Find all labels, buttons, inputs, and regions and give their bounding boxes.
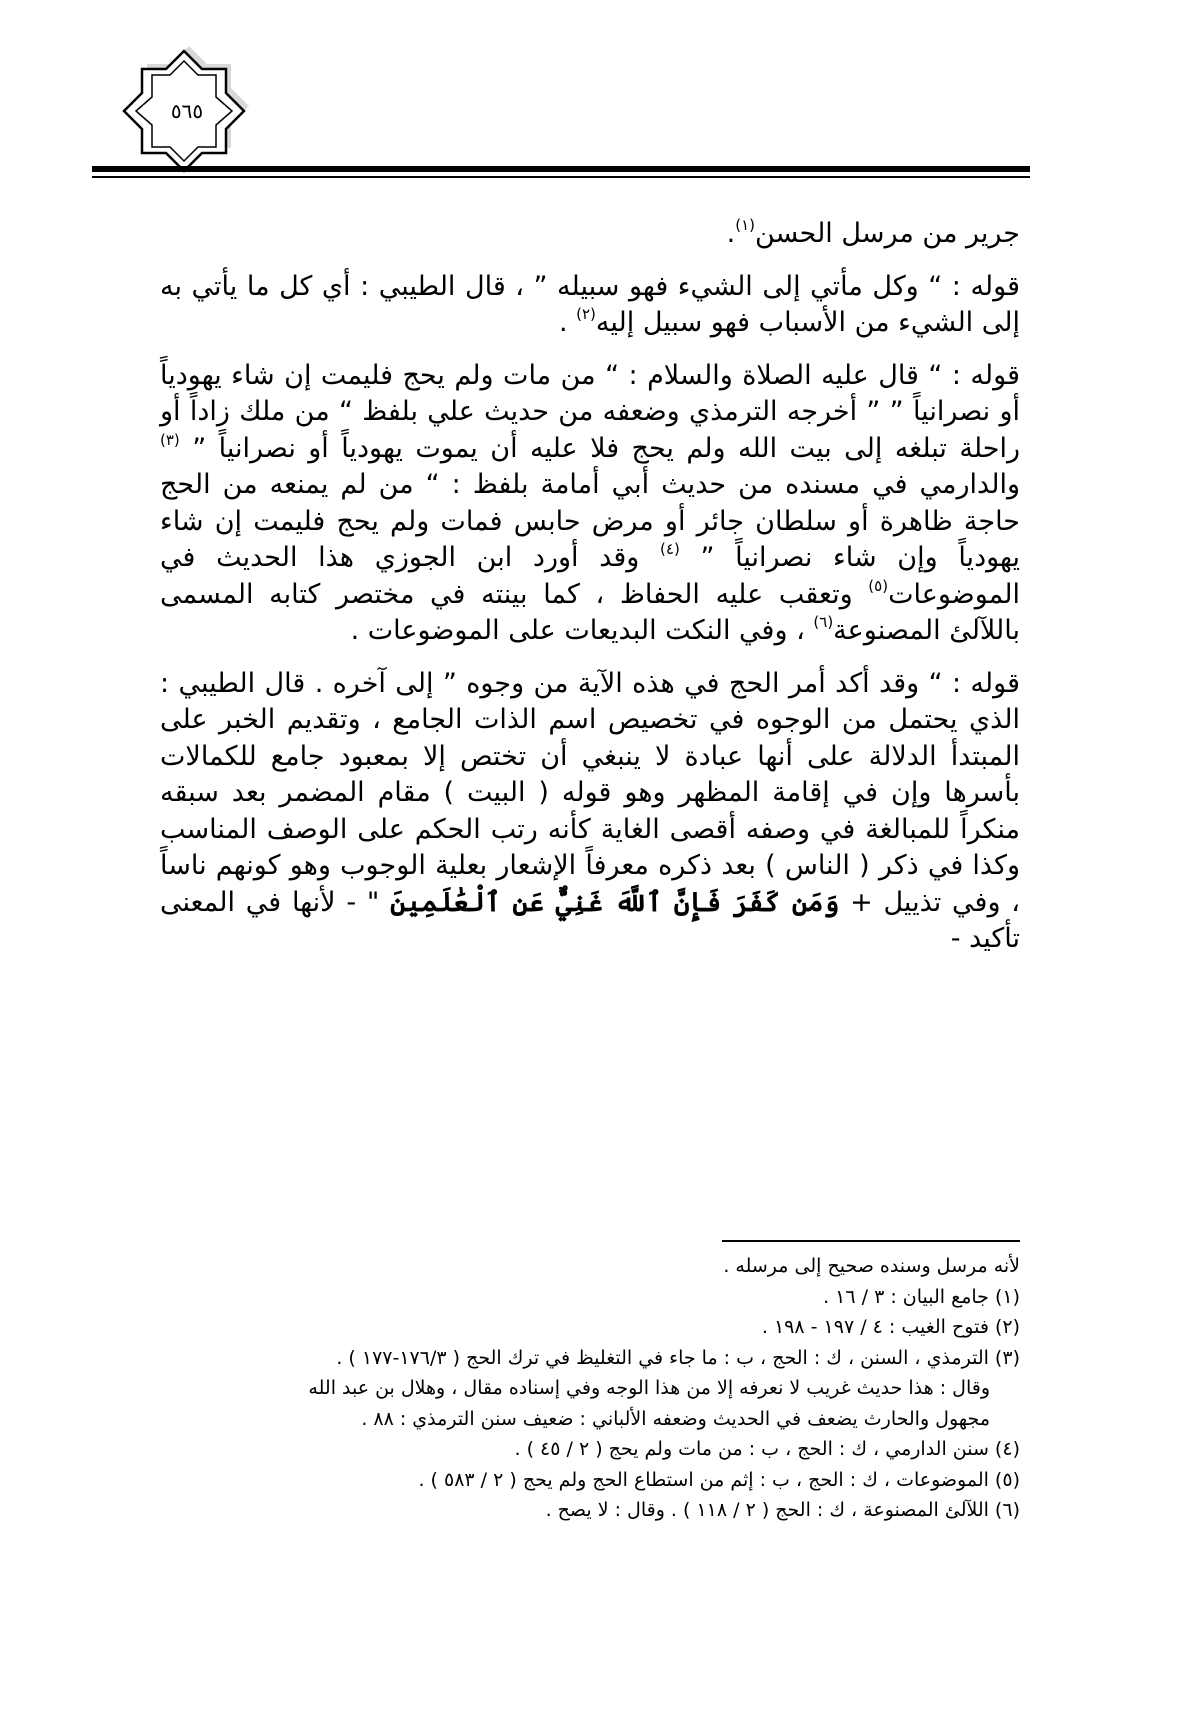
footnote-6: (٦) اللآلئ المصنوعة ، ك : الحج ( ٢ / ١١٨ ) . وقال : لا يصح . (545, 1499, 1020, 1521)
footnote-ref-2: (٢) (576, 305, 596, 323)
footnotes (160, 1251, 1020, 1526)
footnote-1: (١) جامع البيان : ٣ / ١٦ . (823, 1285, 1020, 1308)
paragraph-4 (160, 666, 1020, 958)
page-number-badge (118, 45, 250, 177)
text-run: . (726, 218, 736, 249)
quran-verse: وَمَن كَفَرَ فَإِنَّ ٱللَّهَ غَنِيٌّ عَنِ ٱلْعَٰلَمِينَ (390, 886, 840, 918)
footnote-3-continued: مجهول والحارث يضعف في الحديث وضعفه الألباني : ضعيف سنن الترمذي : ٨٨ . (361, 1407, 990, 1430)
header-rule-thick (92, 166, 1030, 172)
footnote-5: (٥) الموضوعات ، ك : الحج ، ب : إثم من استطاع الحج ولم يحج ( ٢ / ٥٨٣ ) . (418, 1468, 1020, 1491)
header-rule-thin (92, 176, 1030, 178)
text-run: قوله : “ وقد أكد أمر الحج في هذه الآية من وجوه ” إلى آخره . قال الطيبي : الذي يحتمل من الوجوه في تخصيص اسم الذات الجامع ، وتقديم الخبر على المبتدأ الدلالة على أنها عبادة لا ينبغي أن تختص إلا بمعبود جامع للكمالات بأسرها وإن في إقامة المظهر وهو قوله ( البيت ) مقام المضمر بعد سبقه منكراً للمبالغة في وصفه أقصى الغاية كأنه رتب الحكم على الوصف المناسب وكذا في ذكر ( الناس ) بعد ذكره معرفاً الإشعار بعلية الوجوب وهو كونهم ناساً ، وفي تذييل + (160, 667, 1020, 918)
footnote-ref-5: (٥) (868, 576, 889, 595)
footnote-3-continued: وقال : هذا حديث غريب لا نعرفه إلا من هذا الوجه وفي إسناده مقال ، وهلال بن عبد الله (308, 1377, 990, 1399)
text-run: قوله : “ وكل مأتي إلى الشيء فهو سبيله ” ، قال الطيبي : أي كل ما يأتي به إلى الشيء من الأسباب فهو سبيل إليه (160, 270, 1020, 338)
main-text (160, 216, 1020, 958)
footnote-2: (٢) فتوح الغيب : ٤ / ١٩٧ - ١٩٨ . (761, 1316, 1020, 1338)
footnote-separator (722, 1240, 1020, 1242)
paragraph-3 (160, 358, 1020, 650)
footnote-ref-6: (٦) (813, 613, 834, 631)
footnote-3: (٣) الترمذي ، السنن ، ك : الحج ، ب : ما جاء في التغليظ في ترك الحج ( ١٧٦/٣-١٧٧ ) . (336, 1346, 1020, 1369)
text-run: " - لأنها في المعنى تأكيد - (160, 886, 1020, 954)
footnote-line: لأنه مرسل وسنده صحيح إلى مرسله . (723, 1255, 1020, 1277)
text-run: والدارمي في مسنده من حديث أبي أمامة بلفظ : “ من لم يمنعه من الحج حاجة ظاهرة أو سلطان جائر أو مرض حابس فمات ولم يحج فليمت إن شاء يهودياً وإن شاء نصرانياً ” (160, 469, 1020, 573)
text-run: قوله : “ قال عليه الصلاة والسلام : “ من مات ولم يحج فليمت إن شاء يهودياً أو نصرانياً ” ” أخرجه الترمذي وضعفه من حديث علي بلفظ “ من ملك زاداً أو راحلة تبلغه إلى بيت الله ولم يحج فلا عليه أن يموت يهودياً أو نصرانياً ” (160, 359, 1020, 464)
text-run: . (558, 307, 577, 338)
footnote-ref-4: (٤) (660, 540, 680, 558)
text-run: وقد أورد ابن الجوزي هذا الحديث في الموضوعات (160, 542, 1020, 610)
footnote-ref-1: (١) (735, 216, 755, 234)
footnote-4: (٤) سنن الدارمي ، ك : الحج ، ب : من مات ولم يحج ( ٢ / ٤٥ ) . (514, 1438, 1020, 1460)
footnote-ref-3: (٣) (160, 430, 180, 449)
text-run: جرير من مرسل الحسن (755, 218, 1020, 249)
paragraph-1 (160, 216, 1020, 253)
paragraph-2 (160, 269, 1020, 342)
page-number: ٥٦٥ (170, 99, 204, 123)
text-run: وتعقب عليه الحفاظ ، كما بينته في مختصر كتابه المسمى باللآلئ المصنوعة (160, 578, 1020, 646)
text-run: ، وفي النكت البديعات على الموضوعات . (350, 615, 814, 646)
